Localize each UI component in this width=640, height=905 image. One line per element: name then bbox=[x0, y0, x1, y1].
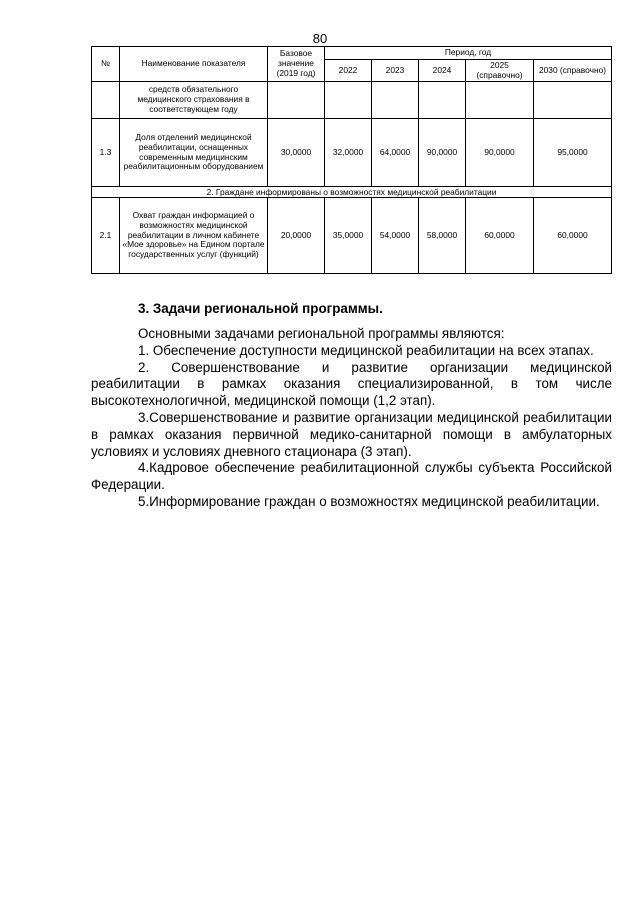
intro-paragraph: Основными задачами региональной программы являются: bbox=[138, 326, 505, 341]
header-year: 2030 (справочно) bbox=[534, 60, 612, 82]
header-base: Базовое значение (2019 год) bbox=[268, 47, 325, 82]
cell-value: 90,0000 bbox=[466, 119, 534, 187]
task-item: 1. Обеспечение доступности медицинской реабилитации на всех этапах. bbox=[138, 342, 594, 358]
cell-value: 95,0000 bbox=[534, 119, 612, 187]
cell-value: 60,0000 bbox=[466, 198, 534, 274]
cell-value: 60,0000 bbox=[534, 198, 612, 274]
cell-base: 20,0000 bbox=[268, 198, 325, 274]
cell-value bbox=[534, 82, 612, 119]
cell-value: 58,0000 bbox=[419, 198, 466, 274]
task-item: 5.Информирование граждан о возможностях медицинской реабилитации. bbox=[138, 493, 600, 509]
cell-num: 2.1 bbox=[92, 198, 120, 274]
header-year: 2022 bbox=[325, 60, 372, 82]
table-section-row bbox=[92, 187, 612, 198]
cell-num: 1.3 bbox=[92, 119, 120, 187]
cell-value bbox=[372, 82, 419, 119]
section-title: 2. Граждане информированы о возможностях медицинской реабилитации bbox=[92, 187, 612, 198]
cell-base bbox=[268, 82, 325, 119]
task-item: 4.Кадровое обеспечение реабилитационной службы субъекта Российской Федерации. bbox=[91, 460, 612, 493]
cell-name: Доля отделений медицинской реабилитации, оснащенных современным медицинским реабилитационным оборудованием bbox=[120, 119, 268, 187]
cell-value bbox=[466, 82, 534, 119]
table-header-row bbox=[92, 47, 612, 60]
table-row bbox=[92, 198, 612, 274]
section-body bbox=[91, 326, 612, 511]
cell-value bbox=[325, 82, 372, 119]
cell-value: 54,0000 bbox=[372, 198, 419, 274]
table-row bbox=[92, 82, 612, 119]
header-period: Период, год bbox=[325, 47, 612, 60]
task-item: 2. Совершенствование и развитие организации медицинской реабилитации в рамках оказания специализированной, в том числе высокотехнологичной, медицинской помощи (1,2 этап). bbox=[91, 359, 612, 409]
section-heading: 3. Задачи региональной программы. bbox=[138, 301, 383, 316]
cell-value: 90,0000 bbox=[419, 119, 466, 187]
cell-value: 32,0000 bbox=[325, 119, 372, 187]
cell-value bbox=[419, 82, 466, 119]
header-num: № bbox=[92, 47, 120, 82]
cell-base: 30,0000 bbox=[268, 119, 325, 187]
header-year: 2023 bbox=[372, 60, 419, 82]
task-item: 3.Совершенствование и развитие организации медицинской реабилитации в рамках оказания первичной медико-санитарной помощи в амбулаторных условиях и условиях дневного стационара (3 этап). bbox=[91, 409, 612, 459]
header-year: 2025 (справочно) bbox=[466, 60, 534, 82]
table-row bbox=[92, 119, 612, 187]
indicators-table bbox=[91, 46, 612, 274]
page-number: 80 bbox=[312, 31, 328, 46]
cell-num bbox=[92, 82, 120, 119]
cell-value: 64,0000 bbox=[372, 119, 419, 187]
header-name: Наименование показателя bbox=[120, 47, 268, 82]
cell-name: средств обязательного медицинского страхования в соответствующем году bbox=[120, 82, 268, 119]
header-year: 2024 bbox=[419, 60, 466, 82]
cell-name: Охват граждан информацией о возможностях медицинской реабилитации в личном кабинете «Мое здоровье» на Едином портале государственных услуг (функций) bbox=[120, 198, 268, 274]
cell-value: 35,0000 bbox=[325, 198, 372, 274]
